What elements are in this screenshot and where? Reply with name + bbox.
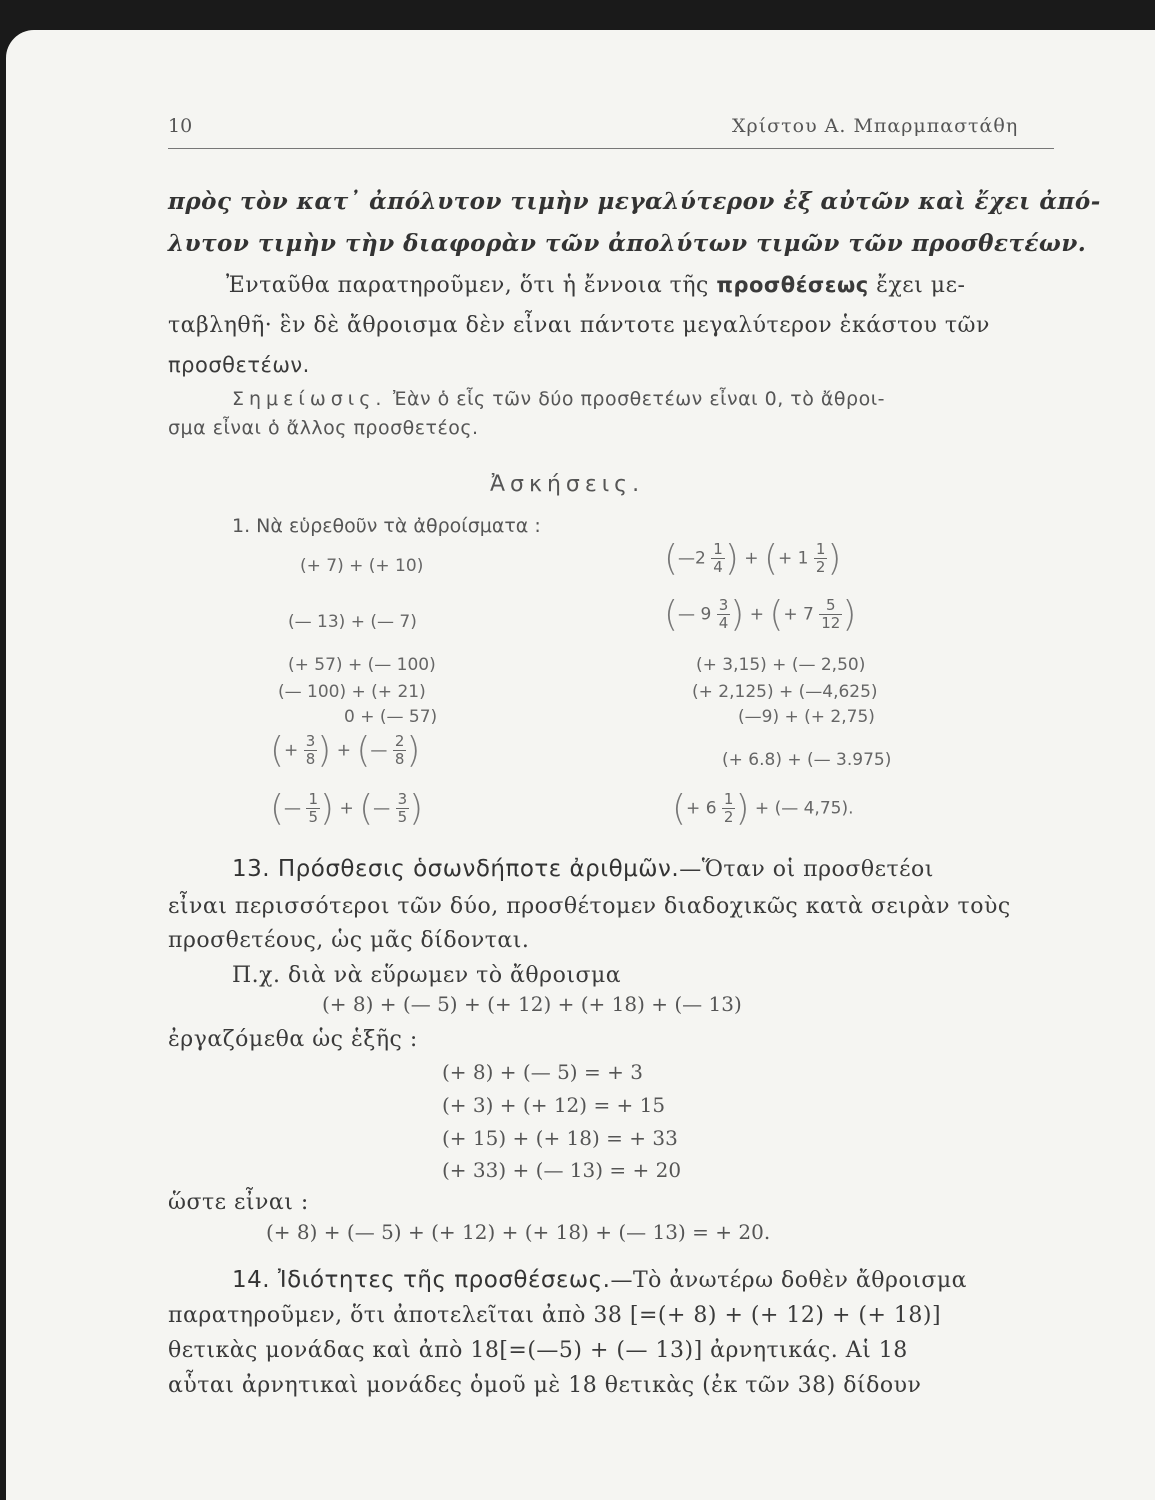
exercise-left-4: (— 100) + (+ 21) bbox=[278, 682, 426, 702]
running-title: Χρίστου Α. Μπαρμπαστάθη bbox=[732, 115, 1019, 137]
paragraph1-line3 bbox=[226, 273, 965, 298]
calc-step-1: (+ 8) + (— 5) = + 3 bbox=[442, 1060, 643, 1084]
section14-line3: θετικὰς μονάδας καὶ ἀπὸ 18[=(—5) + (— 13)] ἀρνητικάς. Αἱ 18 bbox=[168, 1338, 908, 1363]
header-rule bbox=[168, 148, 1054, 149]
section13-line4: Π.χ. διὰ νὰ εὕρωμεν τὸ ἄθροισμα bbox=[232, 963, 622, 988]
section13-heading-line bbox=[232, 856, 934, 882]
note-label: Σημείωσις. bbox=[232, 388, 387, 410]
section14-heading-line bbox=[232, 1267, 967, 1293]
exercise-left-2: (— 13) + (— 7) bbox=[288, 612, 417, 632]
exercise-left-3: (+ 57) + (— 100) bbox=[288, 655, 436, 675]
exercise-right-1: (—2 $\frac{1}{4}$ ) + (+ 1 $\frac{1}{2}$ ) bbox=[664, 538, 842, 579]
section13-line3: προσθετέους, ὡς μᾶς δίδονται. bbox=[168, 928, 530, 953]
section13-line6: ὥστε εἶναι : bbox=[168, 1190, 309, 1215]
paragraph1-line2: λυτον τιμὴν τὴν διαφορὰν τῶν ἀπολύτων τιμῶν τῶν προσθετέων. bbox=[168, 230, 1087, 257]
exercise-right-3: (+ 3,15) + (— 2,50) bbox=[696, 655, 866, 675]
exercise-right-7: (+ 6 $\frac{1}{2}$ ) + (— 4,75). bbox=[672, 788, 854, 829]
exercise-right-4: (+ 2,125) + (—4,625) bbox=[692, 682, 878, 702]
section14-title: 14. Ἰδιότητες τῆς προσθέσεως. bbox=[232, 1267, 611, 1293]
exercise-left-7: (— $\frac{1}{5}$ ) + (— $\frac{3}{5}$ ) bbox=[270, 788, 424, 829]
calc-step-3: (+ 15) + (+ 18) = + 33 bbox=[442, 1126, 678, 1150]
exercises-intro: 1. Νὰ εὑρεθοῦν τὰ ἀθροίσματα : bbox=[232, 515, 541, 537]
page-number: 10 bbox=[168, 115, 193, 137]
section13-result: (+ 8) + (— 5) + (+ 12) + (+ 18) + (— 13) = + 20. bbox=[266, 1220, 771, 1244]
p1-l3c: ἔχει με- bbox=[868, 273, 966, 298]
term-prosthesis: προσθέσεως bbox=[716, 273, 869, 297]
p1-l3a: Ἐνταῦθα παρατηροῦμεν, ὅτι ἡ ἔννοια τῆς bbox=[226, 273, 717, 298]
section14-line2: παρατηροῦμεν, ὅτι ἀποτελεῖται ἀπὸ 38 [=(+ 8) + (+ 12) + (+ 18)] bbox=[168, 1303, 942, 1328]
exercise-left-6: (+ $\frac{3}{8}$ ) + (— $\frac{2}{8}$ ) bbox=[270, 730, 421, 771]
section13-line5: ἐργαζόμεθα ὡς ἑξῆς : bbox=[168, 1027, 418, 1052]
exercise-right-2: (— 9 $\frac{3}{4}$ ) + (+ 7 $\frac{5}{12}$ ) bbox=[664, 594, 857, 635]
paragraph1-line5: προσθετέων. bbox=[168, 353, 310, 377]
section13-expression: (+ 8) + (— 5) + (+ 12) + (+ 18) + (— 13) bbox=[322, 992, 742, 1016]
exercises-title: Ἀσκήσεις. bbox=[490, 472, 645, 497]
calc-step-4: (+ 33) + (— 13) = + 20 bbox=[442, 1158, 682, 1182]
note-line1 bbox=[232, 388, 885, 410]
section14-line4: αὗται ἀρνητικαὶ μονάδες ὁμοῦ μὲ 18 θετικὰς (ἐκ τῶν 38) δίδουν bbox=[168, 1373, 922, 1398]
paragraph1-line1: πρὸς τὸν κατ᾽ ἀπόλυτον τιμὴν μεγαλύτερον ἐξ αὐτῶν καὶ ἔχει ἀπό- bbox=[168, 188, 1101, 215]
section14-line1: —Τὸ ἀνωτέρω δοθὲν ἄθροισμα bbox=[610, 1268, 967, 1293]
section13-line1: —Ὅταν οἱ προσθετέοι bbox=[679, 857, 934, 882]
book-page bbox=[6, 30, 1155, 1500]
exercise-left-5: 0 + (— 57) bbox=[344, 707, 438, 727]
section13-line2: εἶναι περισσότεροι τῶν δύο, προσθέτομεν διαδοχικῶς κατὰ σειρὰν τοὺς bbox=[168, 894, 1011, 919]
section13-title: 13. Πρόσθεσις ὁσωνδήποτε ἀριθμῶν. bbox=[232, 856, 680, 882]
note-line2: σμα εἶναι ὁ ἄλλος προσθετέος. bbox=[168, 417, 479, 439]
exercise-right-6: (+ 6.8) + (— 3.975) bbox=[722, 750, 892, 770]
paragraph1-line4: ταβληθῆ· ἓν δὲ ἄθροισμα δὲν εἶναι πάντοτε μεγαλύτερον ἑκάστου τῶν bbox=[168, 313, 990, 338]
calc-step-2: (+ 3) + (+ 12) = + 15 bbox=[442, 1093, 666, 1117]
exercise-right-5: (—9) + (+ 2,75) bbox=[738, 707, 875, 727]
note-text1: Ἐὰν ὁ εἷς τῶν δύο προσθετέων εἶναι 0, τὸ ἄθροι- bbox=[386, 388, 886, 410]
exercise-left-1: (+ 7) + (+ 10) bbox=[300, 556, 424, 576]
